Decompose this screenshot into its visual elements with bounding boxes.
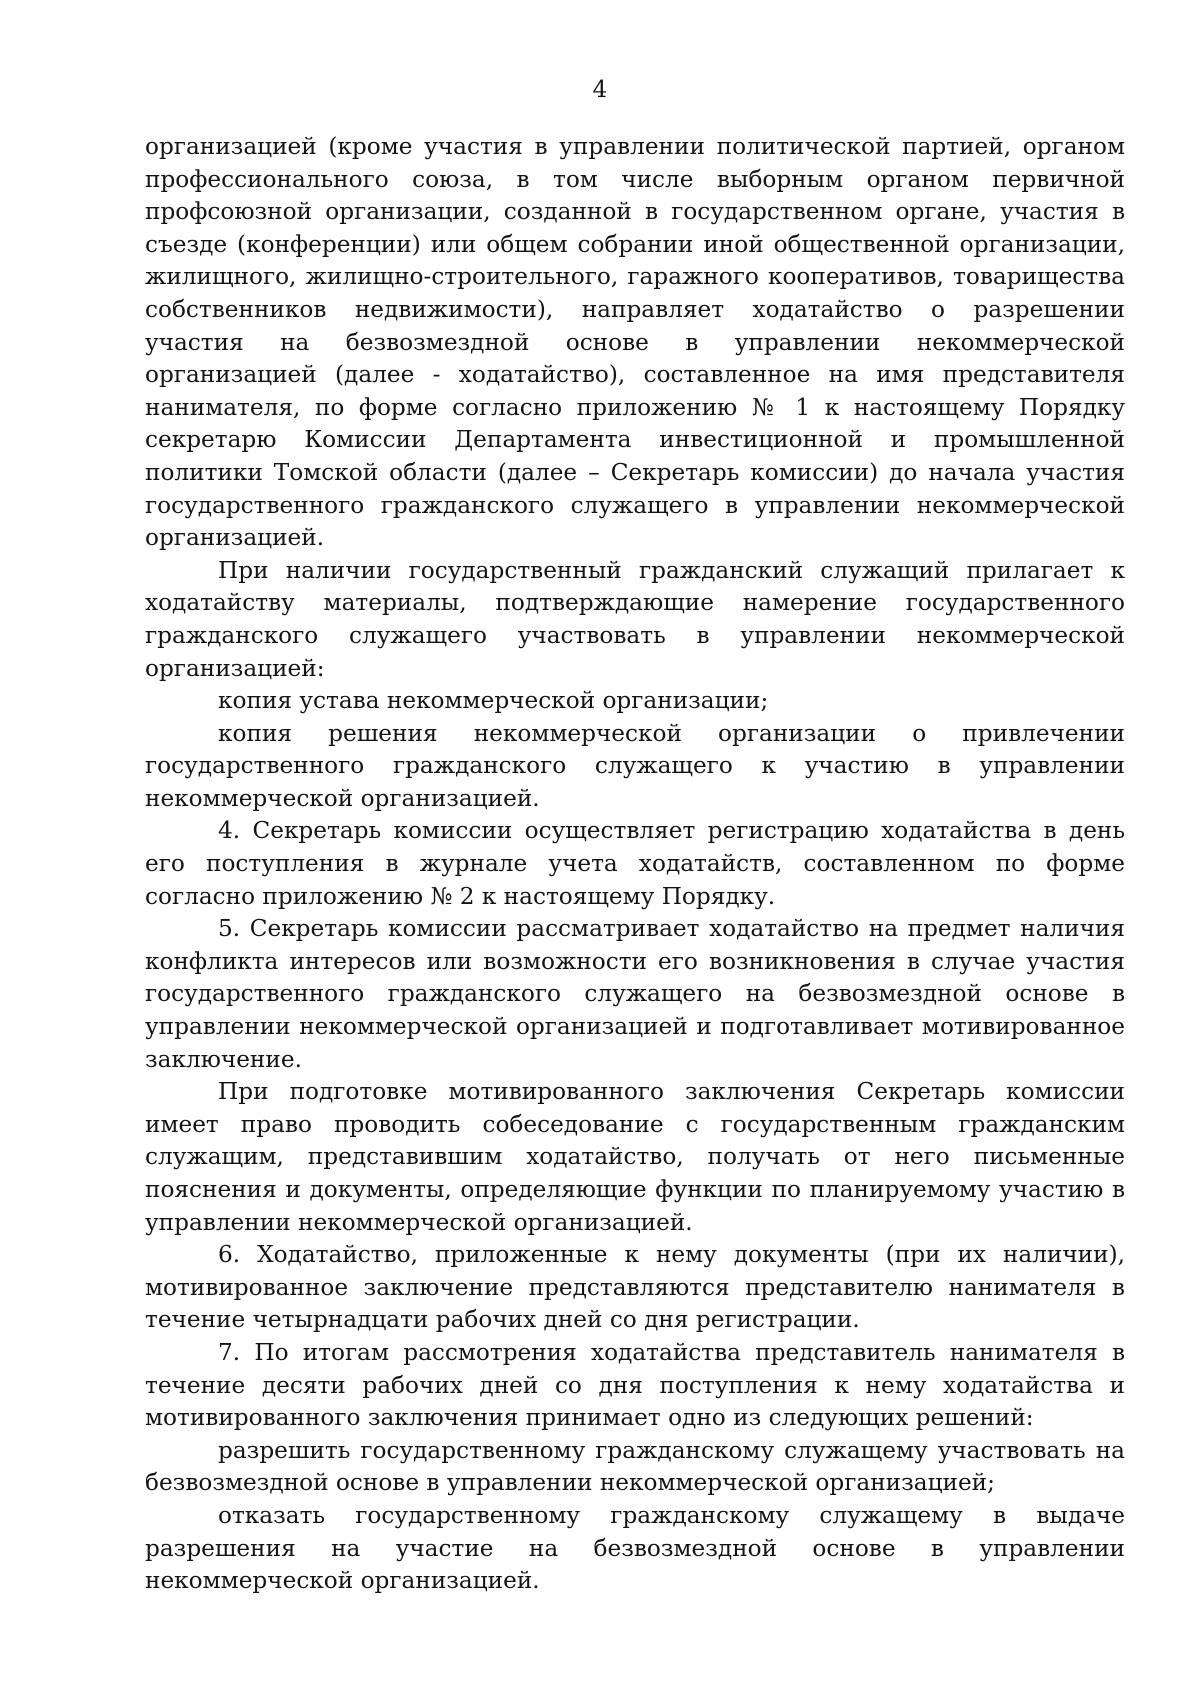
paragraph-continuation: организацией (кроме участия в управлении политической партией, органом профессионального союза, в том числе выборным органом первичной профсоюзной организации, созданной в государственном органе, участия в съезде (конференции) или общем собрании иной общественной организации, жилищного, жилищно-строительного, гаражного кооперативов, товарищества собственников недвижимости), направляет ходатайство о разрешении участия на безвозмездной основе в управлении некоммерческой организацией (далее - ходатайство), составленное на имя представителя нанимателя, по форме согласно приложению № 1 к настоящему Порядку секретарю Комиссии Департамента инвестиционной и промышленной политики Томской области (далее – Секретарь комиссии) до начала участия государственного гражданского служащего в управлении некоммерческой организацией. [145,133,1125,552]
list-item-decision-copy: копия решения некоммерческой организации о привлечении государственного гражданского служащего к участию в управлении некоммерческой организацией. [145,719,1125,812]
decision-option-refuse: отказать государственному гражданскому служащему в выдаче разрешения на участие на безвозмездной основе в управлении некоммерческой организацией. [145,1501,1125,1595]
paragraph-interview-right: При подготовке мотивированного заключения Секретарь комиссии имеет право проводить собеседование с государственным гражданским служащим, представившим ходатайство, получать от него письменные пояснения и документы, определяющие функции по планируемому участию в управлении некоммерческой организацией. [145,1078,1125,1236]
paragraph-attachments: При наличии государственный гражданский служащий прилагает к ходатайству материалы, подтверждающие намерение государственного гражданского служащего участвовать в управлении некоммерческой организацией: [145,556,1125,682]
document-body [145,131,1125,1598]
clause-7: 7. По итогам рассмотрения ходатайства представитель нанимателя в течение десяти рабочих дней со дня поступления к нему ходатайства и мотивированного заключения принимает одно из следующих решений: [145,1338,1125,1432]
decision-option-permit: разрешить государственному гражданскому служащему участвовать на безвозмездной основе в управлении некоммерческой организацией; [145,1436,1125,1497]
page-number: 4 [592,77,608,103]
clause-5: 5. Секретарь комиссии рассматривает ходатайство на предмет наличия конфликта интересов или возможности его возникновения в случае участия государственного гражданского служащего на безвозмездной основе в управлении некоммерческой организацией и подготавливает мотивированное заключение. [145,915,1125,1073]
clause-6: 6. Ходатайство, приложенные к нему документы (при их наличии), мотивированное заключение представляются представителю нанимателя в течение четырнадцати рабочих дней со дня регистрации. [145,1241,1125,1334]
list-item-charter-copy: копия устава некоммерческой организации; [218,687,769,715]
clause-4: 4. Секретарь комиссии осуществляет регистрацию ходатайства в день его поступления в журнале учета ходатайств, составленном по форме согласно приложению № 2 к настоящему Порядку. [145,817,1125,910]
